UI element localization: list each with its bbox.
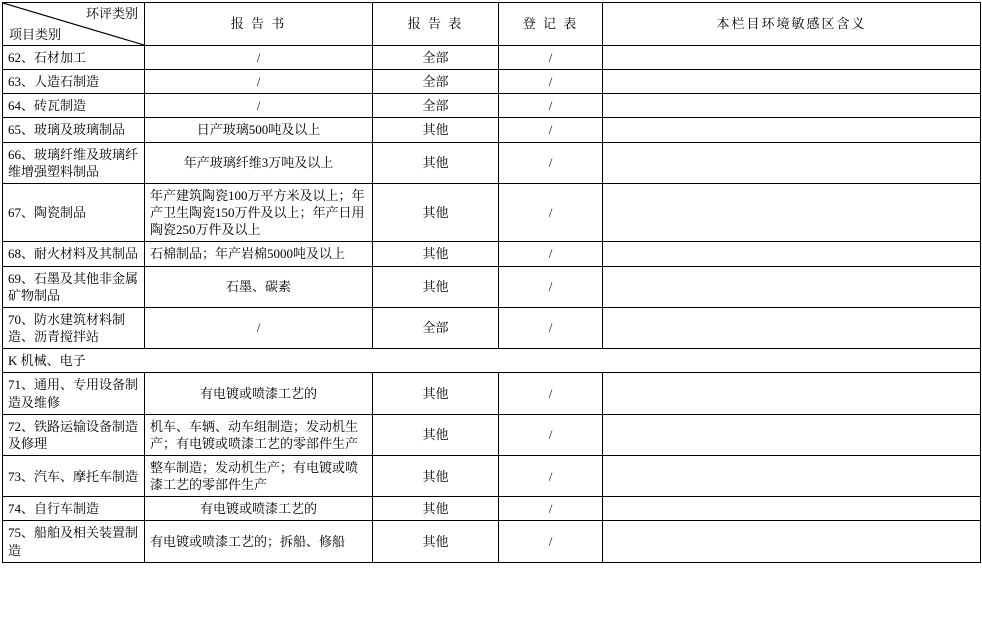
cell-report-book: /: [145, 307, 373, 348]
cell-sensitive-area-meaning: [603, 521, 981, 562]
cell-report-form: 全部: [373, 94, 499, 118]
cell-report-form: 其他: [373, 455, 499, 496]
cell-registration-form: /: [499, 373, 603, 414]
table-row: [3, 414, 981, 455]
cell-project-category: 68、耐火材料及其制品: [3, 242, 145, 266]
cell-registration-form: /: [499, 521, 603, 562]
cell-project-category: 74、自行车制造: [3, 497, 145, 521]
table-row: [3, 455, 981, 496]
cell-registration-form: /: [499, 183, 603, 241]
cell-project-category: 67、陶瓷制品: [3, 183, 145, 241]
section-label: K 机械、电子: [3, 349, 981, 373]
table-row: [3, 70, 981, 94]
cell-report-form: 其他: [373, 266, 499, 307]
cell-project-category: 71、通用、专用设备制造及维修: [3, 373, 145, 414]
cell-report-book: 年产建筑陶瓷100万平方米及以上；年产卫生陶瓷150万件及以上；年产日用陶瓷250万件及以上: [145, 183, 373, 241]
cell-project-category: 73、汽车、摩托车制造: [3, 455, 145, 496]
cell-report-book: 有电镀或喷漆工艺的: [145, 373, 373, 414]
cell-registration-form: /: [499, 266, 603, 307]
cell-registration-form: /: [499, 142, 603, 183]
table-row: [3, 183, 981, 241]
cell-project-category: 72、铁路运输设备制造及修理: [3, 414, 145, 455]
cell-registration-form: /: [499, 46, 603, 70]
cell-report-book: /: [145, 46, 373, 70]
cell-registration-form: /: [499, 307, 603, 348]
header-label-project-category: 项目类别: [9, 26, 62, 42]
cell-sensitive-area-meaning: [603, 46, 981, 70]
header-sensitive-area-meaning: 本栏目环境敏感区含义: [603, 3, 981, 46]
cell-sensitive-area-meaning: [603, 414, 981, 455]
cell-report-form: 全部: [373, 70, 499, 94]
header-corner-cell: [3, 3, 145, 46]
cell-project-category: 75、船舶及相关装置制造: [3, 521, 145, 562]
cell-registration-form: /: [499, 94, 603, 118]
cell-registration-form: /: [499, 455, 603, 496]
table-row: [3, 373, 981, 414]
cell-project-category: 64、砖瓦制造: [3, 94, 145, 118]
cell-sensitive-area-meaning: [603, 94, 981, 118]
cell-project-category: 63、人造石制造: [3, 70, 145, 94]
table-row: [3, 242, 981, 266]
cell-sensitive-area-meaning: [603, 142, 981, 183]
cell-report-form: 其他: [373, 521, 499, 562]
cell-registration-form: /: [499, 414, 603, 455]
table-row: [3, 266, 981, 307]
cell-report-form: 其他: [373, 242, 499, 266]
header-report-book: 报 告 书: [145, 3, 373, 46]
cell-sensitive-area-meaning: [603, 266, 981, 307]
cell-report-book: 石棉制品；年产岩棉5000吨及以上: [145, 242, 373, 266]
header-label-eia-category: 环评类别: [85, 6, 138, 21]
cell-project-category: 66、玻璃纤维及玻璃纤维增强塑料制品: [3, 142, 145, 183]
table-header-row: [3, 3, 981, 46]
cell-report-form: 其他: [373, 497, 499, 521]
table-row: [3, 46, 981, 70]
cell-report-form: 其他: [373, 373, 499, 414]
table-row: [3, 307, 981, 348]
table-row: [3, 142, 981, 183]
cell-sensitive-area-meaning: [603, 497, 981, 521]
cell-project-category: 65、玻璃及玻璃制品: [3, 118, 145, 142]
eia-classification-table: [2, 2, 981, 563]
cell-report-book: /: [145, 70, 373, 94]
cell-sensitive-area-meaning: [603, 373, 981, 414]
cell-report-form: 其他: [373, 183, 499, 241]
document-page: [0, 2, 982, 621]
header-registration-form: 登 记 表: [499, 3, 603, 46]
cell-sensitive-area-meaning: [603, 242, 981, 266]
cell-report-form: 其他: [373, 142, 499, 183]
cell-report-book: 日产玻璃500吨及以上: [145, 118, 373, 142]
cell-registration-form: /: [499, 118, 603, 142]
cell-sensitive-area-meaning: [603, 70, 981, 94]
cell-project-category: 70、防水建筑材料制造、沥青搅拌站: [3, 307, 145, 348]
cell-sensitive-area-meaning: [603, 307, 981, 348]
cell-report-book: 年产玻璃纤维3万吨及以上: [145, 142, 373, 183]
cell-report-book: 整车制造；发动机生产；有电镀或喷漆工艺的零部件生产: [145, 455, 373, 496]
cell-report-book: 有电镀或喷漆工艺的: [145, 497, 373, 521]
table-row: [3, 118, 981, 142]
table-row: [3, 521, 981, 562]
cell-sensitive-area-meaning: [603, 183, 981, 241]
table-section-row: [3, 349, 981, 373]
table-row: [3, 94, 981, 118]
cell-report-book: /: [145, 94, 373, 118]
table-row: [3, 497, 981, 521]
cell-report-form: 其他: [373, 414, 499, 455]
cell-report-form: 其他: [373, 118, 499, 142]
cell-project-category: 62、石材加工: [3, 46, 145, 70]
header-report-form: 报 告 表: [373, 3, 499, 46]
cell-report-form: 全部: [373, 46, 499, 70]
cell-registration-form: /: [499, 497, 603, 521]
cell-sensitive-area-meaning: [603, 118, 981, 142]
cell-report-book: 有电镀或喷漆工艺的；拆船、修船: [145, 521, 373, 562]
cell-registration-form: /: [499, 242, 603, 266]
cell-project-category: 69、石墨及其他非金属矿物制品: [3, 266, 145, 307]
cell-report-book: 机车、车辆、动车组制造；发动机生产；有电镀或喷漆工艺的零部件生产: [145, 414, 373, 455]
cell-report-form: 全部: [373, 307, 499, 348]
cell-report-book: 石墨、碳素: [145, 266, 373, 307]
cell-sensitive-area-meaning: [603, 455, 981, 496]
cell-registration-form: /: [499, 70, 603, 94]
